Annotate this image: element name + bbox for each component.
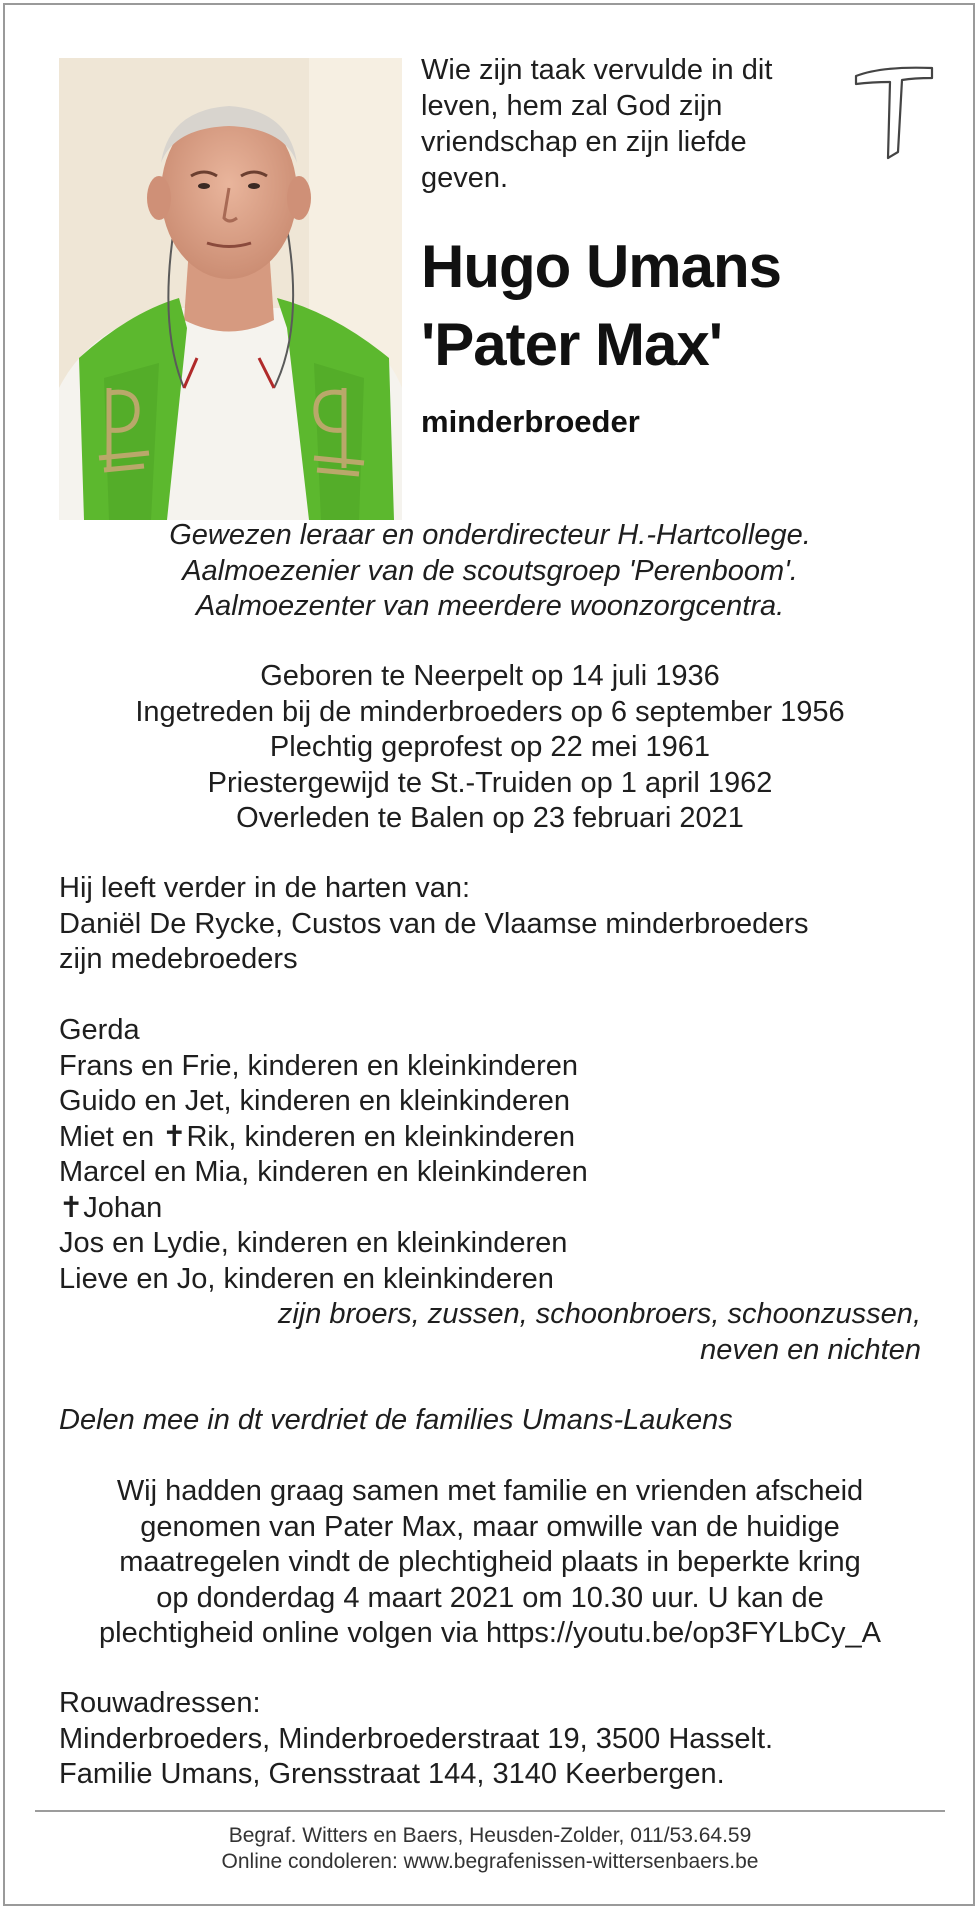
family-line: Marcel en Mia, kinderen en kleinkinderen (59, 1156, 588, 1188)
portrait-photo (59, 58, 402, 520)
date-line: Geboren te Neerpelt op 14 juli 1936 (260, 660, 720, 692)
footer (0, 1823, 980, 1875)
date-line: Overleden te Balen op 23 februari 2021 (236, 802, 744, 834)
family-line: Frans en Frie, kinderen en kleinkinderen (59, 1049, 579, 1082)
date-line: Plechtig geprofest op 22 mei 1961 (269, 731, 711, 763)
funeral-line: op donderdag 4 maart 2021 om 10.30 uur. U kan de (156, 1581, 824, 1614)
families-note: Delen mee in dt verdriet de families Umans-Laukens (59, 1404, 733, 1436)
relatives-line: zijn broers, zussen, schoonbroers, schoonzussen, (277, 1298, 921, 1330)
mourner-line: Daniël De Rycke, Custos van de Vlaamse minderbroeders (59, 907, 809, 940)
condolence-addresses (59, 1686, 921, 1793)
family-list (59, 1013, 921, 1297)
career-summary (59, 518, 921, 625)
tau-cross-icon (852, 60, 936, 160)
funeral-line: Wij hadden graag samen met familie en vrienden afscheid (116, 1475, 864, 1507)
family-line: Lieve en Jo, kinderen en kleinkinderen (59, 1262, 554, 1295)
mourner-line: Hij leeft verder in de harten van: (59, 872, 471, 904)
relatives (59, 1297, 921, 1368)
deceased-name (421, 228, 941, 384)
verse-line: Wie zijn taak vervulde in dit (421, 54, 773, 86)
life-dates (59, 659, 921, 837)
nickname-line: 'Pater Max' (421, 311, 723, 378)
verse-line: vriendschap en zijn liefde (421, 126, 747, 158)
family-line: Gerda (59, 1014, 140, 1046)
funeral-line: maatregelen vindt de plechtigheid plaats in beperkte kring (119, 1546, 861, 1578)
career-line: Aalmoezenter van meerdere woonzorgcentra. (195, 590, 785, 622)
undertaker-line: Begraf. Witters en Baers, Heusden-Zolder, 011/53.64.59 (228, 1824, 752, 1847)
divider (35, 1810, 945, 1812)
religious-order: minderbroeder (421, 404, 640, 439)
address-line: Minderbroeders, Minderbroederstraat 19, 3500 Hasselt. (59, 1722, 774, 1755)
funeral-notice (59, 1474, 921, 1652)
mourner-line: zijn medebroeders (59, 943, 298, 975)
date-line: Ingetreden bij de minderbroeders op 6 september 1956 (135, 695, 845, 728)
address-heading: Rouwadressen: (59, 1687, 261, 1719)
family-line: ✝Johan (59, 1191, 163, 1224)
verse-line: leven, hem zal God zijn (421, 90, 723, 122)
verse-line: geven. (421, 162, 509, 194)
career-line: Aalmoezenier van de scoutsgroep 'Perenboom'. (182, 554, 798, 587)
verse (421, 52, 801, 196)
family-line: Jos en Lydie, kinderen en kleinkinderen (59, 1227, 568, 1259)
name-line: Hugo Umans (421, 233, 782, 300)
address-line: Familie Umans, Grensstraat 144, 3140 Keerbergen. (59, 1758, 725, 1790)
family-line: Miet en ✝Rik, kinderen en kleinkinderen (59, 1120, 575, 1153)
family-line: Guido en Jet, kinderen en kleinkinderen (59, 1085, 571, 1117)
career-line: Gewezen leraar en onderdirecteur H.-Hartcollege. (169, 519, 811, 551)
relatives-line: neven en nichten (700, 1333, 921, 1366)
date-line: Priestergewijd te St.-Truiden op 1 april 1962 (207, 766, 773, 799)
funeral-line: plechtigheid online volgen via https://youtu.be/op3FYLbCy_A (99, 1617, 881, 1649)
mourners-intro (59, 871, 921, 978)
condolence-link[interactable]: Online condoleren: www.begrafenissen-wittersenbaers.be (221, 1850, 759, 1873)
funeral-line: genomen van Pater Max, maar omwille van de huidige (140, 1510, 840, 1543)
